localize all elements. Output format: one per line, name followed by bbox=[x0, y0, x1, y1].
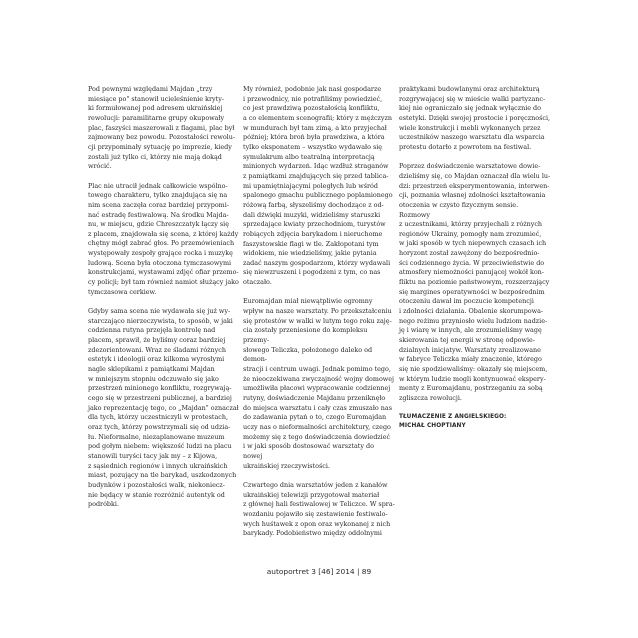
translation-credit-label: TŁUMACZENIE Z ANGIELSKIEGO: bbox=[399, 414, 507, 421]
paragraph: Czwartego dnia warsztatów jeden z kanałów ukraińskiej telewizji przygotował materiał z głównej hali festiwalowej w Teliczce. W spra- wozdaniu pojawiło się zestawienie festiwalo- wych huśtawek z opon oraz wykonanej z nich barykady. Podobieństwo między oddolnymi bbox=[243, 480, 395, 538]
paragraph: Euromajdan miał niewątpliwie ogromny wpływ na nasze warsztaty. Po przekształceniu się protestów w walki w lutym tego roku zaję- cia zostały przeniesione do kompleksu przemy- słowego Teliczka, położonego daleko od demon- stracji i centrum uwagi. Jednak pomimo tego, że nieoczekiwana zwyczajność wojny domowej umożliwiła płacowi wypracowanie codziennej rutyny, doświadczenie Majdanu przeniknęło do miejsca warsztatu i cały czas zmuszało nas do zadawania pytań o to, czego Euromajdan uczy nas o nieformalności architektury, czego możemy się z tego doświadczenia dowiedzieć i w jaki sposób dostosować warsztaty do nowej ukraińskiej rzeczywistości. bbox=[243, 297, 395, 470]
translation-credit bbox=[399, 413, 551, 431]
text-column-3 bbox=[399, 85, 551, 431]
paragraph: praktykami budowlanymi oraz architekturą rozgrywającej się w mieście walki partyzanc- kiej nie ograniczało się jednak wyłącznie do estetyki. Dzięki swojej prostocie i poręczności, wiele konstrukcji i mebli wykonanych przez uczestników naszego warsztatu dla wsparcia protestu dotarło z powrotem na festiwal. bbox=[399, 85, 551, 151]
paragraph: Plac nie utracił jednak całkowicie wspólno- towego charakteru, tylko znajdująca się na nim scena zaczęła coraz bardziej przypomi- nać estradę festiwalową. Na środku Majda- nu, w miejscu, gdzie Chreszczatyk łączy się z placem, znajdowała się scena, z której każdy chętny mógł zabrać głos. Po przemówieniach występowały zespoły grające rocka i muzykę ludową. Scena była otoczona tymczasowymi konstrukcjami, wystawami zdjęć ofiar przemo- cy policji; był tam również namiot służący jako tymczasowa cerkiew. bbox=[88, 181, 239, 296]
translator-name: MICHAŁ CHOPTIANY bbox=[399, 423, 466, 430]
paragraph: Poprzez doświadczenie warsztatowe dowie- dzieliśmy się, co Majdan oznaczał dla wielu lu- dzi: przestrzeń eksperymentowania, interwen- cji, poznania własnej zdolności kształtowania otoczenia w czysto fizycznym sensie. Rozmowy z uczestnikami, którzy przyjechali z różnych regionów Ukrainy, pomogły nam zrozumieć, w jaki sposób w tych niepewnych czasach ich horyzont został zawężony do bezpośrednio- ści codziennego życia. W przeciwieństwie do atmosfery niemożności panującej wokół kon- fliktu na poziomie państwowym, rozszerzający się margines operatywności w bezpośrednim otoczeniu dawał im poczucie kompetencji i zdolności działania. Obalenie skorumpowa- nego reżimu przyniosło wielu ludziom nadzie- ję i wiarę w innych, ale zrozumieliśmy wagę skierowania tej energii w stronę odpowie- dzialnych inicjatyw. Warsztaty zrealizowane w fabryce Teliczka miały znaczenie, którego się nie spodziewaliśmy: okazały się miejscem, w którym ludzie mogli kontynuować ekspery- menty z Euromajdanu, postrzeganiu za sobą zgliszcza rewolucji. bbox=[399, 162, 551, 402]
paragraph: Pod pewnymi względami Majdan „trzy miesiące po" stanowił ucieleśnienie kryty- ki formułowanej pod adresem ukraińskiej rewolucji: paramilitarne grupy okupowały plac, faszyści maszerowali z flagami, plac był zajmowany bez powodu. Pozostałości rewolu- cji przypominały sytuację po imprezie, kiedy zostali już tylko ci, którzy nie mają dokąd wrócić. bbox=[88, 85, 235, 171]
paragraph: Gdyby sama scena nie wydawała się już wy- starczająco nierzeczywista, to sposób, w jaki codzienna rutyna przejęła kontrolę nad placem, sprawił, że byliśmy coraz bardziej zdezorientowani. Wraz ze śladami różnych estetyk i ideologii oraz kilkoma wyrosłymi nagle sklepikami z pamiątkami Majdan w mniejszym stopniu odczuwało się jako przestrzeń minionego konfliktu, rozgrywają- cego się w przestrzeni publicznej, a bardziej jako reprezentację tego, co „Majdan" oznaczał dla tych, którzy uczestniczyli w protestach, oraz tych, którzy powstrzymali się od udzia- łu. Nieformalne, niezaplanowane muzeum pod gołym niebem: większość ludzi na placu stanowili turyści tacy jak my – z Kijowa, z sąsiednich regionów i innych ukraińskich miast, pozujący na tle barykad, uszkodzonych budynków i pozostałości walk, niekoniecz- nie będący w stanie rozróżnić autentyk od podróbki. bbox=[88, 307, 239, 509]
page-footer: autoportret 3 [46] 2014 | 89 bbox=[266, 567, 372, 576]
paragraph: My również, podobnie jak nasi gospodarze i przewodnicy, nie potrafiliśmy powiedzieć, co jest prawdziwą pozostałością konfliktu, a co elementem scenografii; który z mężczyzn w mundurach był tam zimą, a kto przyjechał później; która broń była prawdziwa, a która tylko eksponatem – wszystko wydawało się symulakrum albo teatralną interpretacją minionych wydarzeń. Idąc wzdłuż straganów z pamiątkami znajdujących się przed tablica- mi upamiętniającymi poległych lub wśród spalonego gmachu publicznego poplamionego różową farbą, słyszeliśmy dochodzące z od- dali dźwięki muzyki, widzieliśmy staruszki sprzedające kwiaty przechodniom, turystów robiących zdjęcia barykadom i nieruchome faszystowskie flagi w tle. Zakłopotani tym widokiem, nie wiedzieliśmy, jakie pytania zadać naszym gospodarzom, którzy wydawali się niewzruszeni i pogodzeni z tym, co nas otaczało. bbox=[243, 85, 393, 287]
text-column-1 bbox=[88, 85, 240, 519]
text-column-2 bbox=[243, 85, 395, 548]
